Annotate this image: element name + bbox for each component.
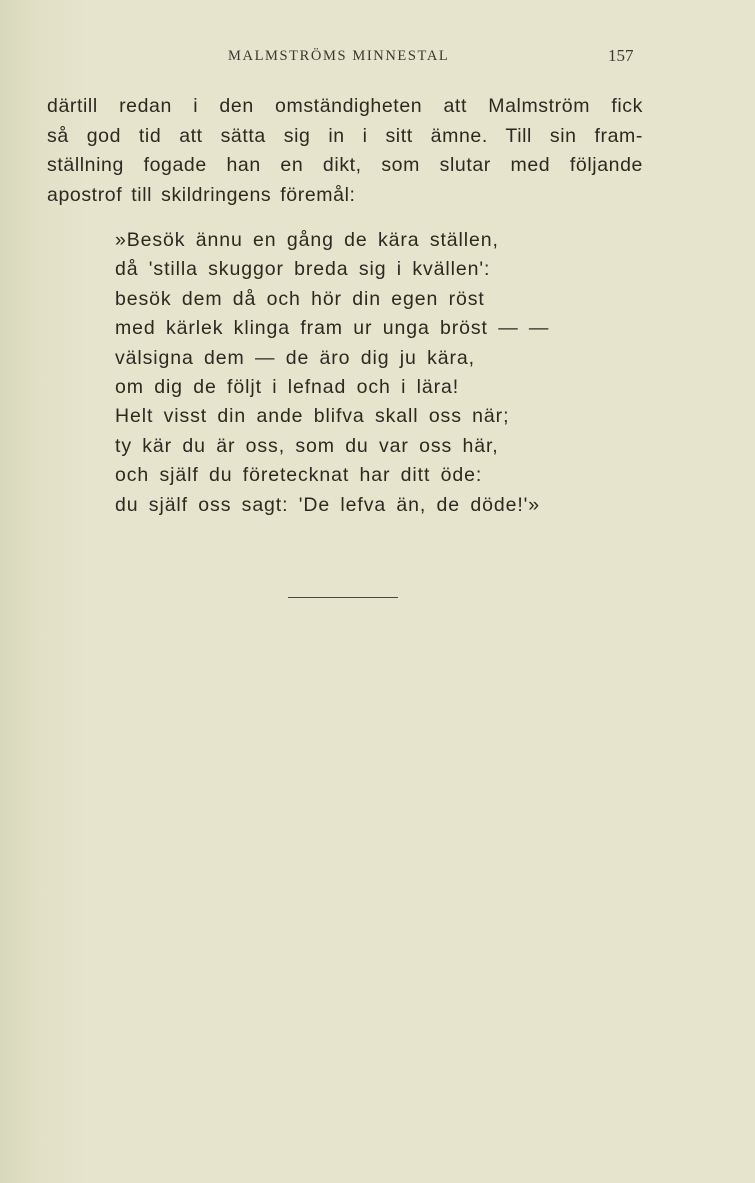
poem-line: då 'stilla skuggor breda sig i kvällen': (115, 258, 491, 281)
running-title: MALMSTRÖMS MINNESTAL (228, 48, 450, 64)
poem-line: ty kär du är oss, som du var oss här, (115, 434, 499, 457)
poem-line: du själf oss sagt: 'De lefva än, de döde!'» (115, 493, 541, 516)
poem-line: om dig de följt i lefnad och i lära! (115, 376, 460, 399)
poem-line: välsigna dem — de äro dig ju kära, (115, 346, 475, 369)
section-divider-rule (288, 597, 398, 598)
poem-line: besök dem då och hör din egen röst (115, 287, 485, 310)
prose-line: så god tid att sätta sig in i sitt ämne. Till sin fram- (47, 124, 643, 147)
poem-line: och själf du företecknat har ditt öde: (115, 464, 483, 487)
poem-line: »Besök ännu en gång de kära ställen, (115, 229, 499, 251)
page-number: 157 (608, 46, 634, 65)
prose-line: ställning fogade han en dikt, som slutar med följande (47, 154, 643, 176)
prose-paragraph (47, 92, 643, 210)
poem-quotation (115, 226, 549, 520)
prose-line: därtill redan i den omständigheten att Malmström fick (47, 95, 643, 117)
prose-line: apostrof till skildringens föremål: (47, 183, 356, 206)
poem-line: Helt visst din ande blifva skall oss när; (115, 405, 510, 428)
poem-line: med kärlek klinga fram ur unga bröst — — (115, 317, 550, 340)
